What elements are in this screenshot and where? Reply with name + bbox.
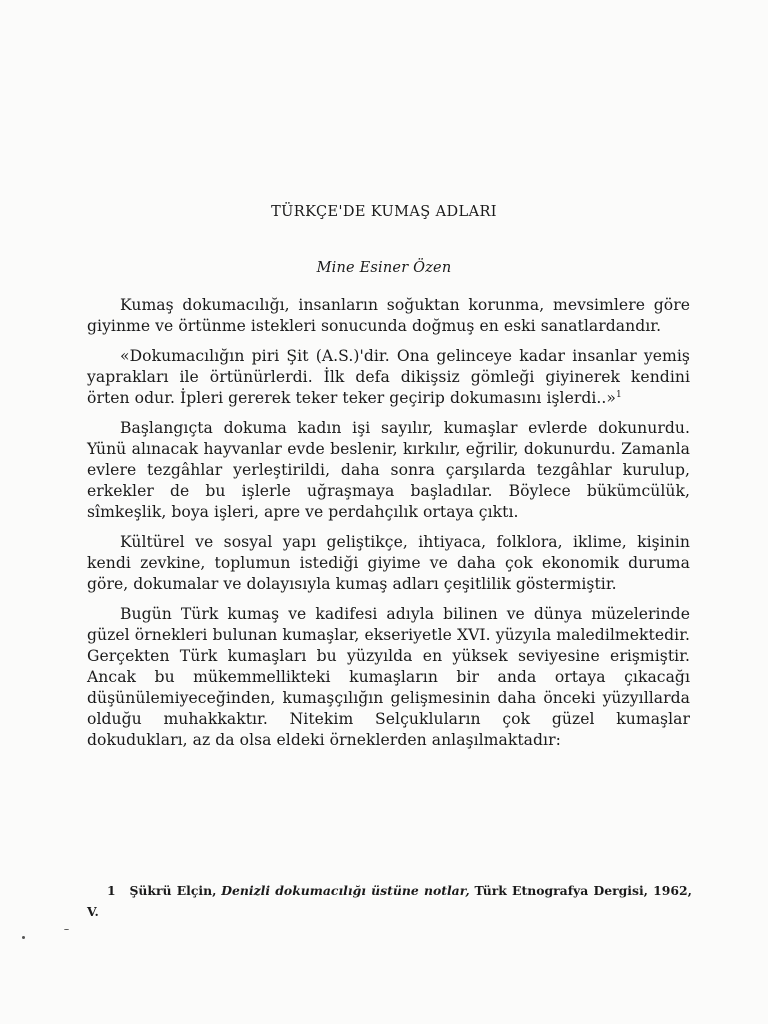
article-body (87, 295, 690, 760)
quote-text: «Dokumacılığın piri Şit (A.S.)'dir. Ona gelinceye kadar insanlar yemiş yaprakları ile örtünürlerdi. İlk defa dikişsiz gömleği giyinerek kendini örten odur. İpleri gererek teker teker geçirip dokumasını işlerdi..» (87, 347, 690, 407)
footnote-work-title: Denizli dokumacılığı üstüne notlar, (221, 883, 470, 898)
paragraph-quote (87, 346, 690, 409)
paragraph: Başlangıçta dokuma kadın işi sayılır, kumaşlar evlerde dokunurdu. Yünü alınacak hayvanlar evde beslenir, kırkılır, eğrilir, dokunurdu. Zamanla evlere tezgâhlar yerleştirildi, daha sonra çarşılarda tezgâhlar kurulup, erkekler de bu işlerle uğraşmaya başladılar. Böylece bükümcülük, sîmkeşlik, boya işleri, apre ve perdahçılık ortaya çıktı. (87, 419, 690, 521)
footnote-source: Türk Etnografya Dergisi, 1962, V. (87, 883, 692, 919)
footnote-number: 1 (107, 883, 116, 898)
paragraph: Kültürel ve sosyal yapı geliştikçe, ihtiyaca, folklora, iklime, kişinin kendi zevkine, toplumun istediği giyime ve daha çok ekonomik duruma göre, dokumalar ve dolayısıyla kumaş adları çeşitlilik göstermiştir. (87, 533, 690, 593)
paragraph: Bugün Türk kumaş ve kadifesi adıyla bilinen ve dünya müzelerinde güzel örnekleri bulunan kumaşlar, ekseriyetle XVI. yüzyıla maledilmektedir. Gerçekten Türk kumaşları bu yüzyılda en yüksek seviyesine erişmiştir. Ancak bu mükemmellikteki kumaşların bir anda ortaya çıkacağı düşünülemiyeceğinden, kumaşçılığın gelişmesinin daha önceki yüzyıllarda olduğu muhakkaktır. Nitekim Selçukluların çok güzel kumaşlar dokudukları, az da olsa eldeki örneklerden anlaşılmaktadır: (87, 605, 690, 749)
footnote-author: Şükrü Elçin, (129, 883, 217, 898)
scan-speck (64, 929, 69, 930)
article-title: TÜRKÇE'DE KUMAŞ ADLARI (271, 204, 497, 220)
footnote (87, 880, 692, 922)
article-author: Mine Esiner Özen (316, 260, 452, 276)
footnote-reference: 1 (616, 389, 622, 400)
paragraph: Kumaş dokumacılığı, insanların soğuktan korunma, mevsimlere göre giyinme ve örtünme istekleri sonucunda doğmuş en eski sanatlardandır. (87, 296, 690, 335)
scan-speck (22, 936, 25, 939)
